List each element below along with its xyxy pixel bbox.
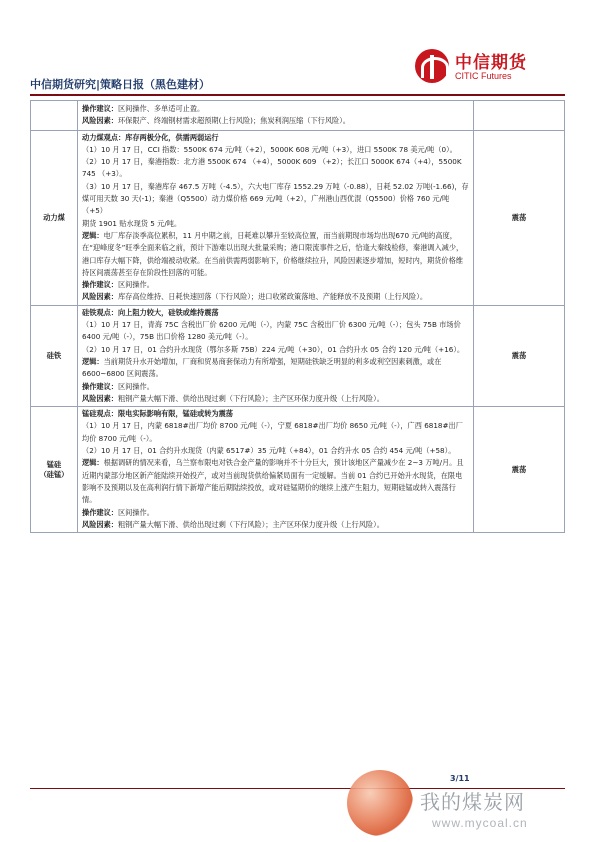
line-text: 根据调研的情况来看，乌兰察布限电对铁合金产量的影响并不十分巨大，预计该地区产量减少在 2~3 万吨/月。且近期内蒙部分地区新产能陆续开始投产，或对当前现货供给偏紧局面有一定缓解。当前 01 合约已开始升水现货，在限电影响不及预期以及在高利润行情下新增产能后期陆续投放，或对硅锰期价的继续上涨产生阻力，短期硅锰或转入震荡行情。 bbox=[82, 458, 464, 505]
row-category bbox=[31, 407, 78, 533]
line-label: 风险因素： bbox=[82, 393, 118, 403]
row-rating: 震荡 bbox=[474, 407, 565, 533]
citic-logo-icon bbox=[415, 49, 449, 83]
line-text: （1）10 月 17 日，青海 75C 含税出厂价 6200 元/吨（-），内蒙 75C 含税出厂价 6300 元/吨（-）；包头 75B 市场价 6400 元/吨（-），75B 出口价格 1280 美元/吨（-）。 bbox=[82, 320, 464, 342]
line-text: （1）10 月 17 日，CCI 指数：5500K 674 元/吨（+2），5000K 608 元/吨（+3），进口 5500K 78 美元/吨（0）。 bbox=[82, 144, 457, 154]
watermark-url: www.mycoal.cn bbox=[432, 816, 528, 830]
line-text: 区间操作。 bbox=[117, 381, 154, 391]
line-label: 操作建议： bbox=[82, 280, 118, 290]
logo-chinese-name: 中信期货 bbox=[455, 53, 527, 73]
line-label: 逻辑： bbox=[82, 356, 104, 366]
content-line bbox=[82, 307, 469, 319]
row-category: 硅铁 bbox=[31, 305, 78, 406]
row-category: 动力煤 bbox=[31, 130, 78, 305]
row-rating: 震荡 bbox=[474, 305, 565, 406]
content-line bbox=[82, 132, 469, 144]
line-label: 锰硅观点：限电实际影响有限，锰硅或转为震荡 bbox=[82, 409, 233, 419]
content-line bbox=[82, 291, 469, 303]
line-text: 区间操作、多单适可止盈。 bbox=[117, 104, 205, 113]
strategy-table bbox=[30, 100, 565, 533]
row-category-line: 锰硅 bbox=[46, 459, 62, 469]
line-label: 逻辑： bbox=[82, 230, 104, 240]
content-line bbox=[82, 519, 469, 531]
line-text: （1）10 月 17 日，内蒙 6818#出厂均价 8700 元/吨（-），宁夏 6818#出厂均价 8650 元/吨（-），广西 6818#出厂均价 8700 元/吨（-）。 bbox=[82, 421, 463, 443]
content-line bbox=[82, 381, 469, 393]
row-category-line: （硅锰） bbox=[39, 469, 69, 479]
line-text: 当前期货升水开始增加，厂商和贸易商套保动力有所增强，短期硅铁缺乏明显的利多或利空因素刺激，或在 6600~6800 区间震荡。 bbox=[82, 356, 444, 379]
line-text: 区间操作。 bbox=[117, 507, 154, 517]
content-line bbox=[82, 393, 469, 405]
row-content bbox=[78, 407, 474, 533]
content-line bbox=[82, 279, 469, 291]
line-label: 风险因素： bbox=[82, 519, 118, 529]
line-text: 电厂库存淡季高位累积，11 月中期之前，日耗难以攀升至较高位置，而当前期现市场均出现670 元/吨的高度，在“迎峰度冬”旺季全面来临之前，预计下游难以出现大批量采购；港口限流事件之后，恰逢大秦线检修，秦港调入减少，港口库存大幅下降，供给端被动收紧。在当前供需两弱影响下，价格继续拉升，风险因素逐步增加，短时内，期货价格维持区间震荡甚至存在阶段性回落的可能。 bbox=[82, 230, 464, 277]
line-text: 粗钢产量大幅下滑、供给出现过剩（下行风险）；主产区环保力度升级（上行风险）。 bbox=[117, 519, 384, 529]
line-label: 硅铁观点：向上阻力较大，硅铁或维持震荡 bbox=[82, 307, 219, 317]
line-text: 期货 1901 贴水现货 5 元/吨。 bbox=[82, 218, 182, 228]
line-label: 逻辑： bbox=[82, 458, 104, 468]
row-rating: 震荡 bbox=[474, 130, 565, 305]
table-row bbox=[31, 130, 565, 305]
table-row bbox=[31, 407, 565, 533]
line-text: 库存高位维持、日耗快速回落（下行风险）；进口收紧政策落地、产能释放不及预期（上行风险）。 bbox=[117, 292, 428, 302]
content-line bbox=[82, 319, 469, 344]
content-line bbox=[82, 408, 469, 420]
line-label: 风险因素： bbox=[82, 116, 118, 126]
table-row bbox=[31, 305, 565, 406]
content-line bbox=[82, 103, 469, 115]
content-line bbox=[82, 457, 469, 506]
content-line bbox=[82, 115, 469, 127]
line-text: （3）10 月 17 日，秦港库存 467.5 万吨（-4.5），六大电厂库存 1552.29 万吨（-0.88），日耗 52.02 万吨(-1.66)，存煤可用天数 30 天(-1)；秦港（Q5500）动力煤价格 669 元/吨（+2），广州港山西优混（Q5500）价格 760 元/吨（+5） bbox=[82, 181, 469, 216]
watermark-text: 我的煤炭网 bbox=[420, 790, 525, 814]
logo-english-name: CITIC Futures bbox=[455, 71, 512, 81]
content-line bbox=[82, 144, 469, 156]
content-line bbox=[82, 356, 469, 381]
report-header-title: 中信期货研究|策略日报（黑色建材） bbox=[30, 78, 211, 91]
line-label: 风险因素： bbox=[82, 292, 118, 302]
row-content bbox=[78, 101, 474, 131]
line-label: 操作建议： bbox=[82, 507, 118, 517]
row-rating bbox=[474, 101, 565, 131]
row-content bbox=[78, 130, 474, 305]
company-logo bbox=[415, 47, 565, 87]
line-text: 环保限产、终端钢材需求超预期(上行风险)；焦炭利润压缩（下行风险）。 bbox=[117, 116, 350, 126]
content-line bbox=[82, 181, 469, 218]
row-content bbox=[78, 305, 474, 406]
line-text: 粗钢产量大幅下滑、供给出现过剩（下行风险）；主产区环保力度升级（上行风险）。 bbox=[117, 393, 384, 403]
line-label: 动力煤观点：库存两极分化，供需两弱运行 bbox=[82, 132, 219, 142]
line-text: （2）10 月 17 日，秦港指数：北方港 5500K 674 （+4），5000K 609 （+2）；长江口 5000K 674（+4），5500K 745 （+3）。 bbox=[82, 157, 464, 179]
content-line bbox=[82, 445, 469, 457]
content-line bbox=[82, 507, 469, 519]
row-category bbox=[31, 101, 78, 131]
line-label: 操作建议： bbox=[82, 381, 118, 391]
line-label: 操作建议： bbox=[82, 104, 118, 113]
table-row bbox=[31, 101, 565, 131]
content-line bbox=[82, 230, 469, 279]
line-text: 区间操作。 bbox=[117, 280, 154, 290]
content-line bbox=[82, 420, 469, 445]
watermark-logo-icon bbox=[347, 770, 413, 836]
line-text: （2）10 月 17 日，01 合约升水现货（内蒙 6517#）35 元/吨（+84），01 合约升水 05 合约 454 元/吨（+58）。 bbox=[82, 446, 456, 456]
content-line bbox=[82, 218, 469, 230]
page-number: 3/11 bbox=[450, 774, 470, 783]
header-divider bbox=[30, 94, 565, 96]
content-line bbox=[82, 344, 469, 356]
line-text: （2）10 月 17 日，01 合约升水现货（鄂尔多斯 75B）224 元/吨（+30），01 合约升水 05 合约 120 元/吨（+16）。 bbox=[82, 344, 465, 354]
content-line bbox=[82, 156, 469, 181]
